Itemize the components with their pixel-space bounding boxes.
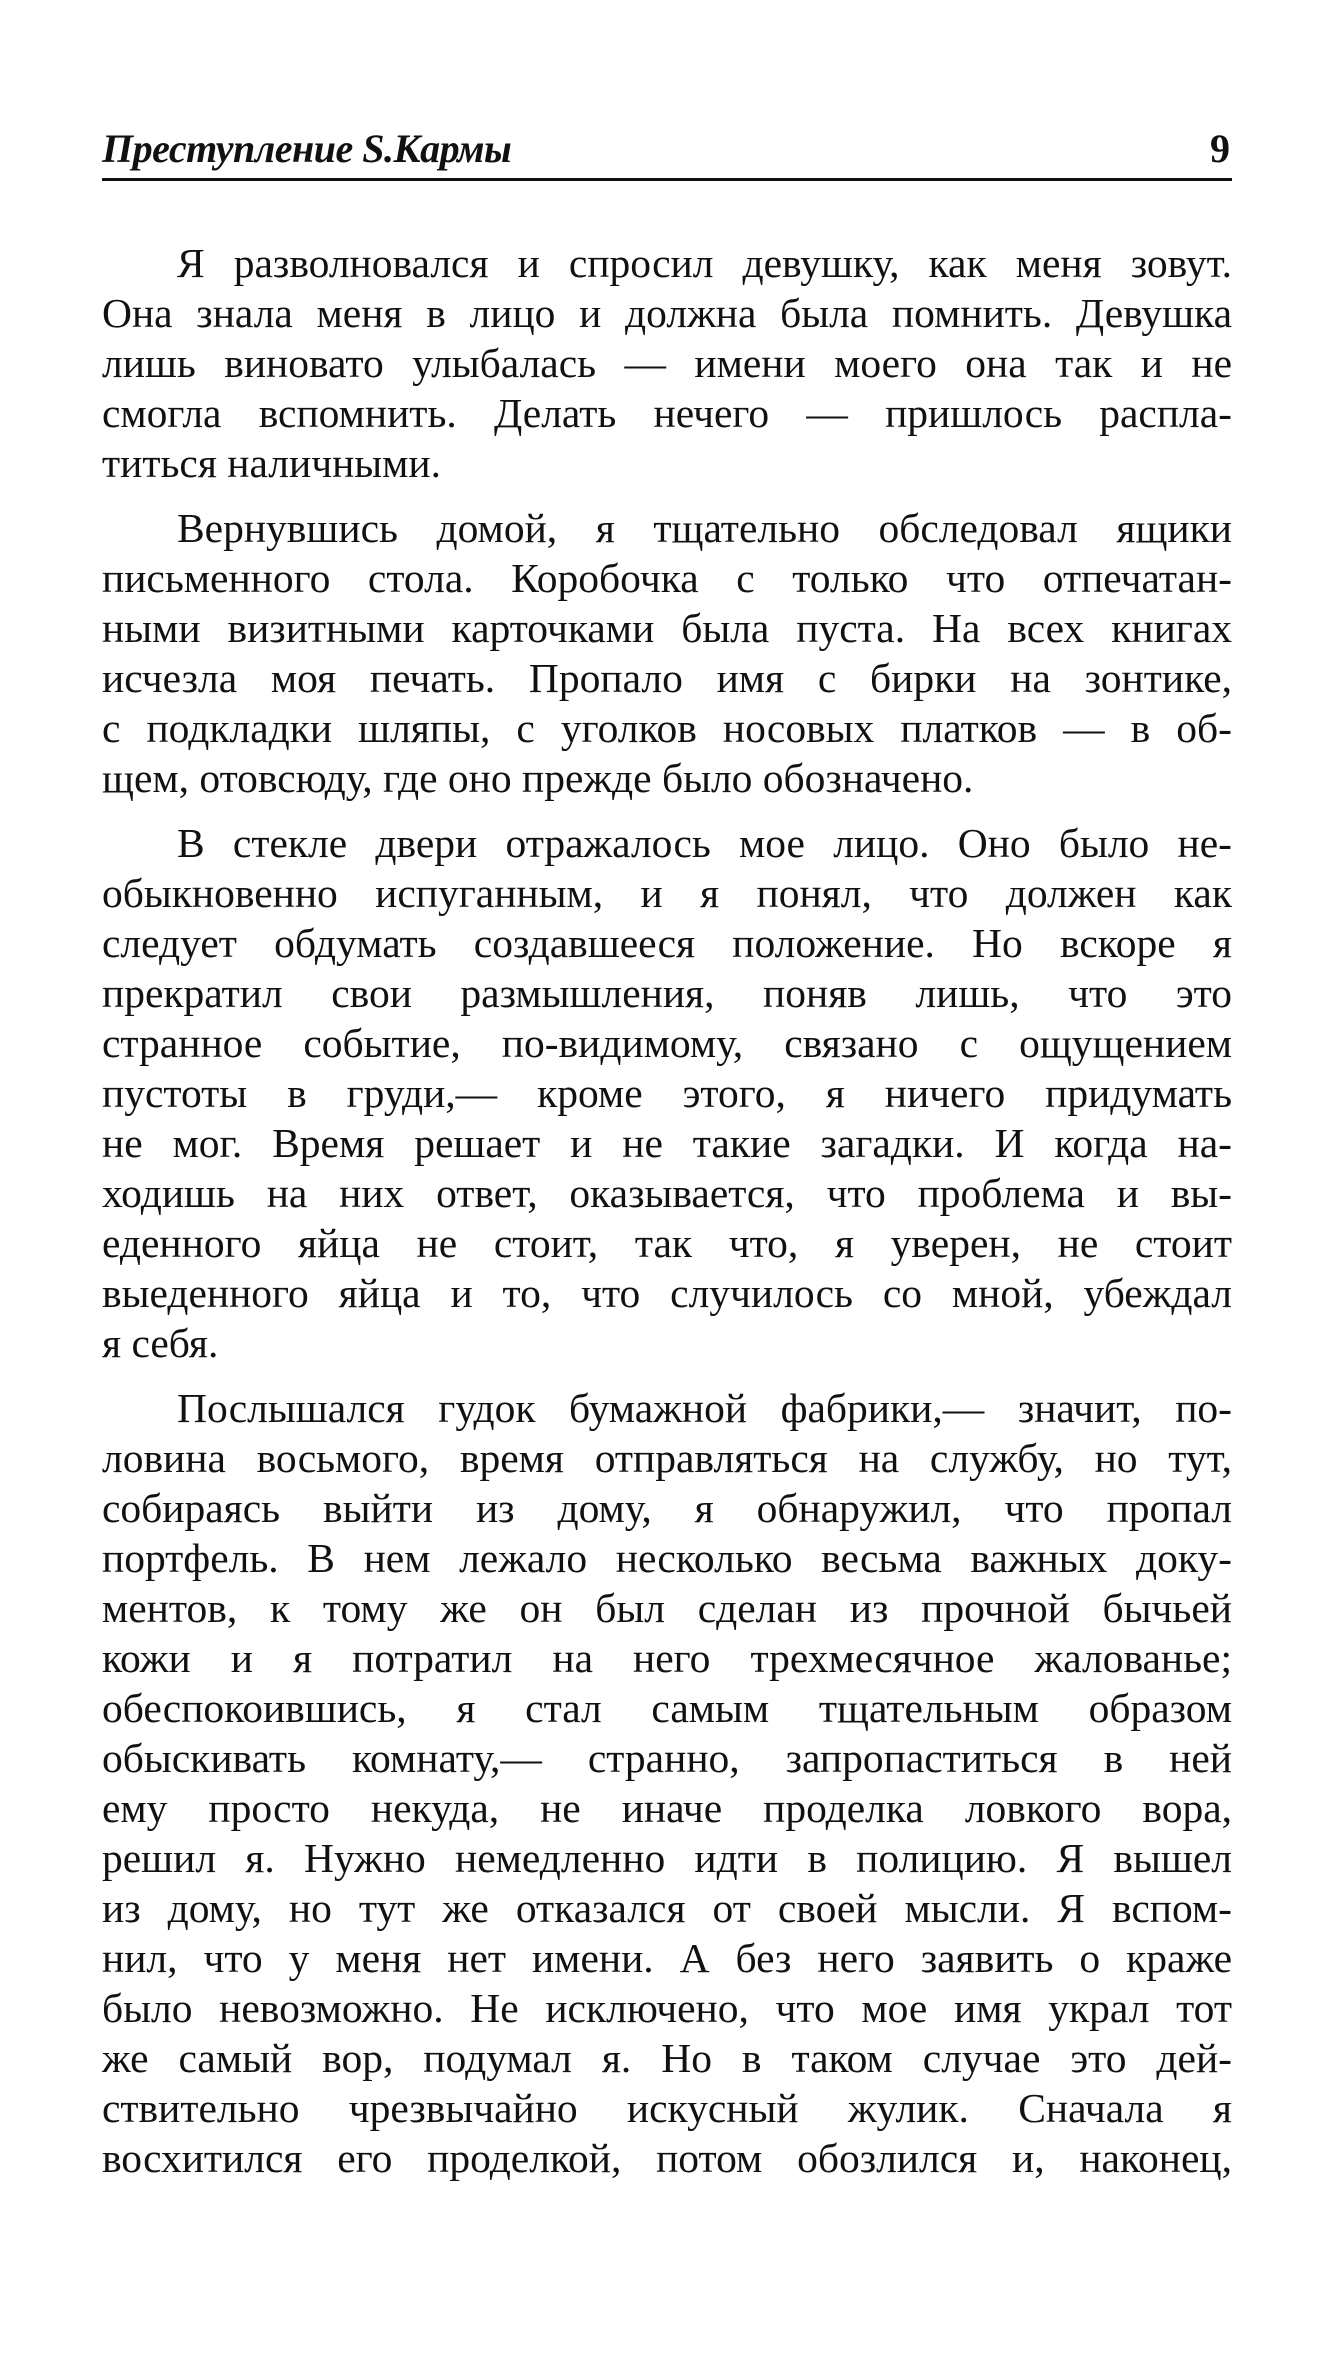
text-line: ными визитными карточками была пуста. На всех книгах bbox=[102, 605, 1232, 651]
paragraph bbox=[102, 818, 1232, 1368]
text-line: решил я. Нужно немедленно идти в полицию. Я вышел bbox=[102, 1835, 1232, 1881]
text-line: титься наличными. bbox=[102, 440, 442, 486]
text-line: обеспокоившись, я стал самым тщательным образом bbox=[102, 1685, 1232, 1731]
text-line: нил, что у меня нет имени. А без него заявить о краже bbox=[102, 1935, 1232, 1981]
running-title: Преступление S.Кармы bbox=[102, 126, 512, 171]
text-line: кожи и я потратил на него трехмесячное жалованье; bbox=[102, 1635, 1232, 1681]
paragraph bbox=[102, 238, 1232, 488]
text-line: ходишь на них ответ, оказывается, что проблема и вы- bbox=[102, 1170, 1232, 1216]
text-line: собираясь выйти из дому, я обнаружил, что пропал bbox=[102, 1485, 1232, 1531]
text-line: обыскивать комнату,— странно, запропаститься в ней bbox=[102, 1735, 1232, 1781]
paragraph bbox=[102, 1383, 1232, 2183]
text-line: Я разволновался и спросил девушку, как меня зовут. bbox=[177, 240, 1232, 286]
text-line: смогла вспомнить. Делать нечего — пришлось распла- bbox=[102, 390, 1232, 436]
text-line: еденного яйца не стоит, так что, я уверен, не стоит bbox=[102, 1220, 1232, 1266]
text-line: с подкладки шляпы, с уголков носовых платков — в об- bbox=[102, 705, 1232, 751]
text-line: ловина восьмого, время отправляться на службу, но тут, bbox=[102, 1435, 1232, 1481]
text-line: не мог. Время решает и не такие загадки. И когда на- bbox=[102, 1120, 1232, 1166]
text-line: Она знала меня в лицо и должна была помнить. Девушка bbox=[102, 290, 1232, 336]
text-line: лишь виновато улыбалась — имени моего она так и не bbox=[102, 340, 1232, 386]
paragraph bbox=[102, 503, 1232, 803]
text-line: ментов, к тому же он был сделан из прочной бычьей bbox=[102, 1585, 1232, 1631]
text-line: обыкновенно испуганным, и я понял, что должен как bbox=[102, 870, 1232, 916]
text-line: ему просто некуда, не иначе проделка ловкого вора, bbox=[102, 1785, 1232, 1831]
text-line: щем, отовсюду, где оно прежде было обозначено. bbox=[102, 755, 974, 801]
text-line: же самый вор, подумал я. Но в таком случае это дей- bbox=[102, 2035, 1232, 2081]
text-line: портфель. В нем лежало несколько весьма важных доку- bbox=[102, 1535, 1232, 1581]
text-line: было невозможно. Не исключено, что мое имя украл тот bbox=[102, 1985, 1232, 2031]
text-line: пустоты в груди,— кроме этого, я ничего придумать bbox=[102, 1070, 1232, 1116]
page-number: 9 bbox=[1210, 126, 1230, 171]
text-line: следует обдумать создавшееся положение. Но вскоре я bbox=[102, 920, 1232, 966]
text-line: прекратил свои размышления, поняв лишь, что это bbox=[102, 970, 1232, 1016]
text-line: исчезла моя печать. Пропало имя с бирки на зонтике, bbox=[102, 655, 1232, 701]
text-line: из дому, но тут же отказался от своей мысли. Я вспом- bbox=[102, 1885, 1232, 1931]
text-line: выеденного яйца и то, что случилось со мной, убеждал bbox=[102, 1270, 1232, 1316]
text-line: письменного стола. Коробочка с только что отпечатан- bbox=[102, 555, 1232, 601]
text-line: восхитился его проделкой, потом обозлился и, наконец, bbox=[102, 2135, 1232, 2181]
running-header bbox=[102, 118, 1232, 181]
text-line: Послышался гудок бумажной фабрики,— значит, по- bbox=[177, 1385, 1232, 1431]
text-line: В стекле двери отражалось мое лицо. Оно было не- bbox=[177, 820, 1232, 866]
text-line: Вернувшись домой, я тщательно обследовал ящики bbox=[177, 505, 1232, 551]
text-line: странное событие, по-видимому, связано с ощущением bbox=[102, 1020, 1232, 1066]
text-line: я себя. bbox=[102, 1320, 219, 1366]
body-text bbox=[102, 238, 1232, 2198]
text-line: ствительно чрезвычайно искусный жулик. Сначала я bbox=[102, 2085, 1232, 2131]
